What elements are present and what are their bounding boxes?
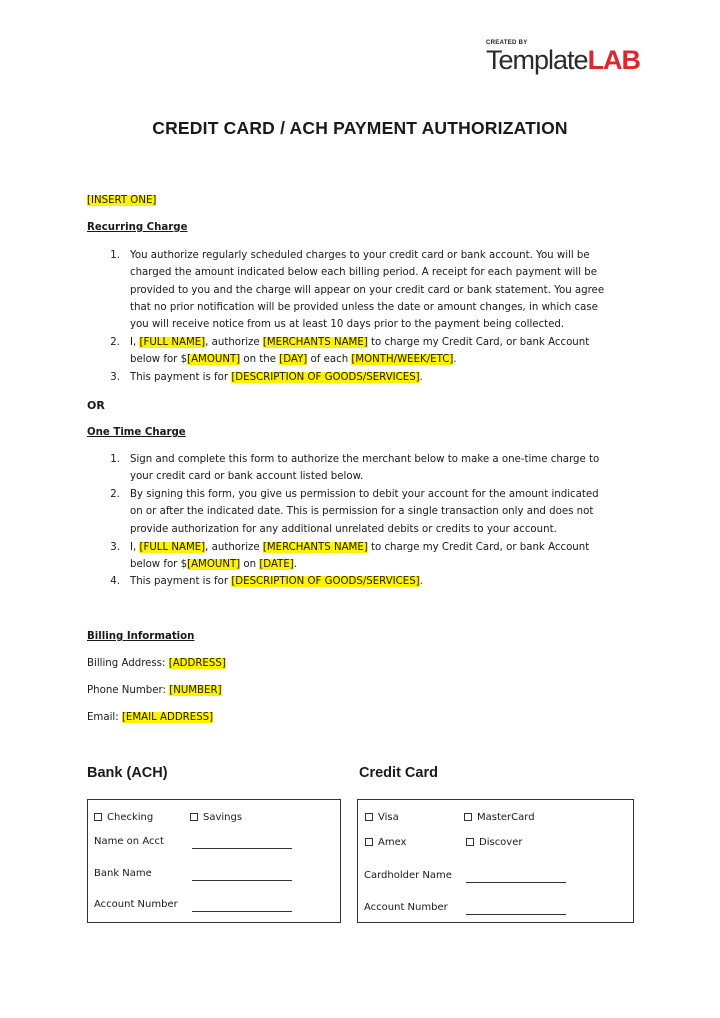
card-account-number-field[interactable] (466, 914, 566, 915)
credit-card-title: Credit Card (359, 765, 438, 781)
list-number: 1. (110, 250, 120, 261)
mastercard-option[interactable]: MasterCard (464, 812, 535, 823)
list-number: 3. (110, 372, 120, 383)
bank-account-number-label: Account Number (94, 899, 178, 910)
text-line: on or after the indicated date. This is permission for a single transaction only and does not (130, 506, 594, 518)
full-name-placeholder: [FULL NAME] (139, 542, 206, 553)
address-placeholder: [ADDRESS] (168, 658, 226, 669)
insert-one-placeholder: [INSERT ONE] (87, 195, 157, 206)
description-placeholder: [DESCRIPTION OF GOODS/SERVICES] (231, 372, 420, 383)
amount-placeholder: [AMOUNT] (187, 559, 241, 571)
text-line: By signing this form, you give us permission to debit your account for the amount indicated (130, 489, 599, 500)
bank-ach-box (87, 799, 341, 923)
email-row: Email: [EMAIL ADDRESS] (87, 712, 214, 723)
card-account-number-label: Account Number (364, 902, 448, 913)
text-line: charged the amount indicated below each billing period. A receipt for each payment will be (130, 267, 598, 279)
bank-name-field[interactable] (192, 880, 292, 881)
list-number: 4. (110, 576, 120, 587)
email-placeholder: [EMAIL ADDRESS] (121, 712, 214, 723)
discover-option[interactable]: Discover (466, 837, 523, 848)
page-title: CREDIT CARD / ACH PAYMENT AUTHORIZATION (152, 118, 568, 138)
onetime-item-2 (130, 486, 640, 538)
period-placeholder: [MONTH/WEEK/ETC] (351, 354, 454, 366)
list-number: 2. (110, 489, 120, 500)
recurring-item-1 (130, 247, 640, 333)
list-number: 1. (110, 454, 120, 465)
credit-card-box (357, 799, 634, 923)
amount-placeholder: [AMOUNT] (187, 354, 241, 366)
phone-placeholder: [NUMBER] (169, 685, 222, 696)
checkbox[interactable] (365, 813, 373, 821)
recurring-item-2: I, [FULL NAME], authorize [MERCHANTS NAME] to charge my Credit Card, or bank Account below for $[AMOUNT] on the [DAY] of each [MONTH/WEEK/ETC]. (130, 337, 590, 366)
text-line: Sign and complete this form to authorize the merchant below to make a one-time charge to (130, 454, 600, 465)
templatelab-logo (486, 40, 656, 76)
text-line: your credit card or bank account listed below. (130, 471, 364, 483)
day-placeholder: [DAY] (279, 354, 308, 366)
or-label: OR (87, 399, 105, 412)
amex-option[interactable]: Amex (365, 837, 406, 848)
savings-option[interactable]: Savings (190, 812, 242, 823)
name-on-acct-field[interactable] (192, 848, 292, 849)
brand-name (486, 45, 640, 76)
list-number: 2. (110, 337, 120, 348)
description-placeholder: [DESCRIPTION OF GOODS/SERVICES] (231, 576, 420, 587)
recurring-charge-heading: Recurring Charge (87, 222, 188, 233)
visa-option[interactable]: Visa (365, 812, 399, 823)
recurring-item-3: This payment is for [DESCRIPTION OF GOODS/SERVICES]. (130, 372, 423, 383)
list-number: 3. (110, 542, 120, 553)
merchant-name-placeholder: [MERCHANTS NAME] (262, 542, 368, 553)
brand-name-part1: Template (486, 45, 588, 75)
brand-name-part2: LAB (587, 45, 641, 75)
bank-account-number-field[interactable] (192, 911, 292, 912)
bank-ach-title: Bank (ACH) (87, 765, 168, 781)
onetime-item-4: This payment is for [DESCRIPTION OF GOODS/SERVICES]. (130, 576, 423, 587)
billing-information-heading: Billing Information (87, 631, 195, 642)
merchant-name-placeholder: [MERCHANTS NAME] (262, 337, 368, 348)
checkbox[interactable] (466, 838, 474, 846)
one-time-charge-heading: One Time Charge (87, 427, 186, 438)
text-line: you will receive notice from us at least 10 days prior to the payment being collected. (130, 319, 565, 331)
billing-address-row: Billing Address: [ADDRESS] (87, 658, 226, 669)
checkbox[interactable] (365, 838, 373, 846)
bank-name-label: Bank Name (94, 868, 152, 879)
name-on-acct-label: Name on Acct (94, 836, 164, 847)
full-name-placeholder: [FULL NAME] (139, 337, 206, 348)
checking-option[interactable]: Checking (94, 812, 153, 823)
checkbox[interactable] (190, 813, 198, 821)
date-placeholder: [DATE] (259, 559, 294, 571)
phone-number-row: Phone Number: [NUMBER] (87, 685, 222, 696)
text-line: You authorize regularly scheduled charges to your credit card or bank account. You will be (130, 250, 590, 261)
text-line: provide authorization for any additional unrelated debits or credits to your account. (130, 523, 557, 535)
text-line: provided to you and the charge will appear on your credit card or bank statement. You agree (130, 284, 605, 296)
cardholder-name-label: Cardholder Name (364, 870, 452, 881)
text-line: that no prior notification will be provided unless the date or amount changes, in which case (130, 301, 598, 313)
created-by-label: CREATED BY (486, 40, 528, 46)
onetime-item-1 (130, 451, 640, 486)
checkbox[interactable] (94, 813, 102, 821)
onetime-item-3: I, [FULL NAME], authorize [MERCHANTS NAME] to charge my Credit Card, or bank Account below for $[AMOUNT] on [DATE]. (130, 542, 590, 571)
cardholder-name-field[interactable] (466, 882, 566, 883)
checkbox[interactable] (464, 813, 472, 821)
